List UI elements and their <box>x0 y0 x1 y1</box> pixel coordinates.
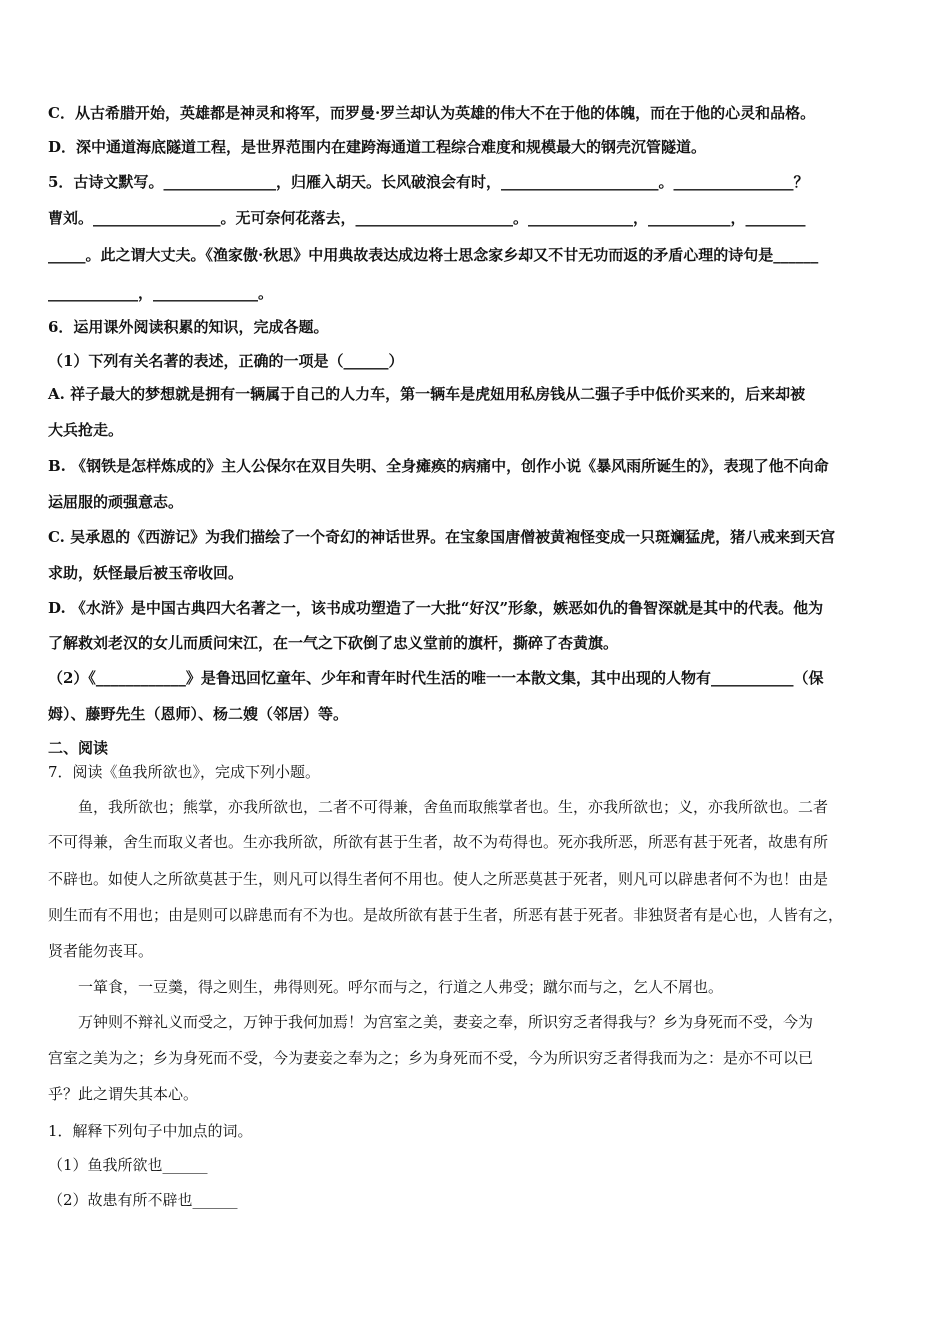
option-c-q4: C．从古希腊开始，英雄都是神灵和将军，而罗曼·罗兰却认为英雄的伟大不在于他的体魄，而在于他的心灵和品格。 <box>48 104 816 122</box>
option-b-line-1: B. 《钢铁是怎样炼成的》主人公保尔在双目失明、全身瘫痪的病痛中，创作小说《暴风雨所诞生的》，表现了他不向命 <box>48 457 829 475</box>
question-6-part-2-line-1: （2）《____________》是鲁迅回忆童年、少年和青年时代生活的唯一一本散文集，其中出现的人物有___________（保 <box>48 669 824 687</box>
passage-p3-line-3: 乎？此之谓失其本心。 <box>48 1085 199 1103</box>
subquestion-1-heading: 1．解释下列句子中加点的词。 <box>48 1122 253 1140</box>
option-c-line-1: C. 吴承恩的《西游记》为我们描绘了一个奇幻的神话世界。在宝象国唐僧被黄袍怪变成一只斑斓猛虎，猪八戒来到天宫 <box>48 528 836 546</box>
question-6-part-2-line-2: 姆）、藤野先生（恩师）、杨二嫂（邻居）等。 <box>48 705 349 723</box>
passage-p1-line-3: 不辟也。如使人之所欲莫甚于生，则凡可以得生者何不用也。使人之所恶莫甚于死者，则凡可以辟患者何不为也！由是 <box>48 870 829 888</box>
passage-p1-line-2: 不可得兼，舍生而取义者也。生亦我所欲，所欲有甚于生者，故不为苟得也。死亦我所恶，所恶有甚于死者，故患有所 <box>48 833 829 851</box>
option-a-line-2: 大兵抢走。 <box>48 421 124 439</box>
option-a-line-1: A. 祥子最大的梦想就是拥有一辆属于自己的人力车，第一辆车是虎妞用私房钱从二强子手中低价买来的，后来却被 <box>48 385 806 403</box>
passage-p1-line-1: 鱼，我所欲也；熊掌，亦我所欲也，二者不可得兼，舍鱼而取熊掌者也。生，亦我所欲也；义，亦我所欲也。二者 <box>78 798 829 816</box>
passage-p3-line-1: 万钟则不辩礼义而受之，万钟于我何加焉！为宫室之美，妻妾之奉，所识穷乏者得我与？乡为身死而不受，今为 <box>78 1013 814 1031</box>
question-6-heading: 6．运用课外阅读积累的知识，完成各题。 <box>48 318 329 336</box>
passage-p2: 一箪食，一豆羹，得之则生，弗得则死。呼尔而与之，行道之人弗受；蹴尔而与之，乞人不屑也。 <box>78 978 724 996</box>
option-c-line-2: 求助，妖怪最后被玉帝收回。 <box>48 564 244 582</box>
option-d-line-2: 了解救刘老汉的女儿而质问宋江，在一气之下砍倒了忠义堂前的旗杆，撕碎了杏黄旗。 <box>48 634 619 652</box>
question-5-line-3: _____。此之谓大丈夫。《渔家傲·秋思》中用典故表达成边将士思念家乡却又不甘无功而返的矛盾心理的诗句是______ <box>48 246 819 264</box>
option-d-q4: D．深中通道海底隧道工程，是世界范围内在建跨海通道工程综合难度和规模最大的钢壳沉管隧道。 <box>48 138 707 156</box>
question-5-line-1: 5．古诗文默写。_______________，归雁入胡天。长风破浪会有时，_____________________。________________？ <box>48 173 809 191</box>
question-6-part-1: （1）下列有关名著的表述，正确的一项是（______） <box>48 352 404 370</box>
option-b-line-2: 运屈服的顽强意志。 <box>48 493 184 511</box>
passage-p1-line-4: 则生而有不用也；由是则可以辟患而有不为也。是故所欲有甚于生者，所恶有甚于死者。非独贤者有是心也，人皆有之， <box>48 906 844 924</box>
passage-p1-line-5: 贤者能勿丧耳。 <box>48 942 154 960</box>
section-heading-reading: 二、阅读 <box>48 739 109 757</box>
passage-p3-line-2: 宫室之美为之；乡为身死而不受，今为妻妾之奉为之；乡为身死而不受，今为所识穷乏者得我而为之：是亦不可以已 <box>48 1049 814 1067</box>
question-5-line-2: 曹刘。_________________。无可奈何花落去，_____________________。______________，___________，________ <box>48 209 806 227</box>
option-d-line-1: D. 《水浒》是中国古典四大名著之一，该书成功塑造了一大批“好汉”形象，嫉恶如仇的鲁智深就是其中的代表。他为 <box>48 599 824 617</box>
question-5-line-4: ____________，______________。 <box>48 284 274 302</box>
subquestion-1-item-1: （1）鱼我所欲也______ <box>48 1156 208 1174</box>
subquestion-1-item-2: （2）故患有所不辟也______ <box>48 1191 238 1209</box>
question-7-heading: 7．阅读《鱼我所欲也》，完成下列小题。 <box>48 763 321 781</box>
